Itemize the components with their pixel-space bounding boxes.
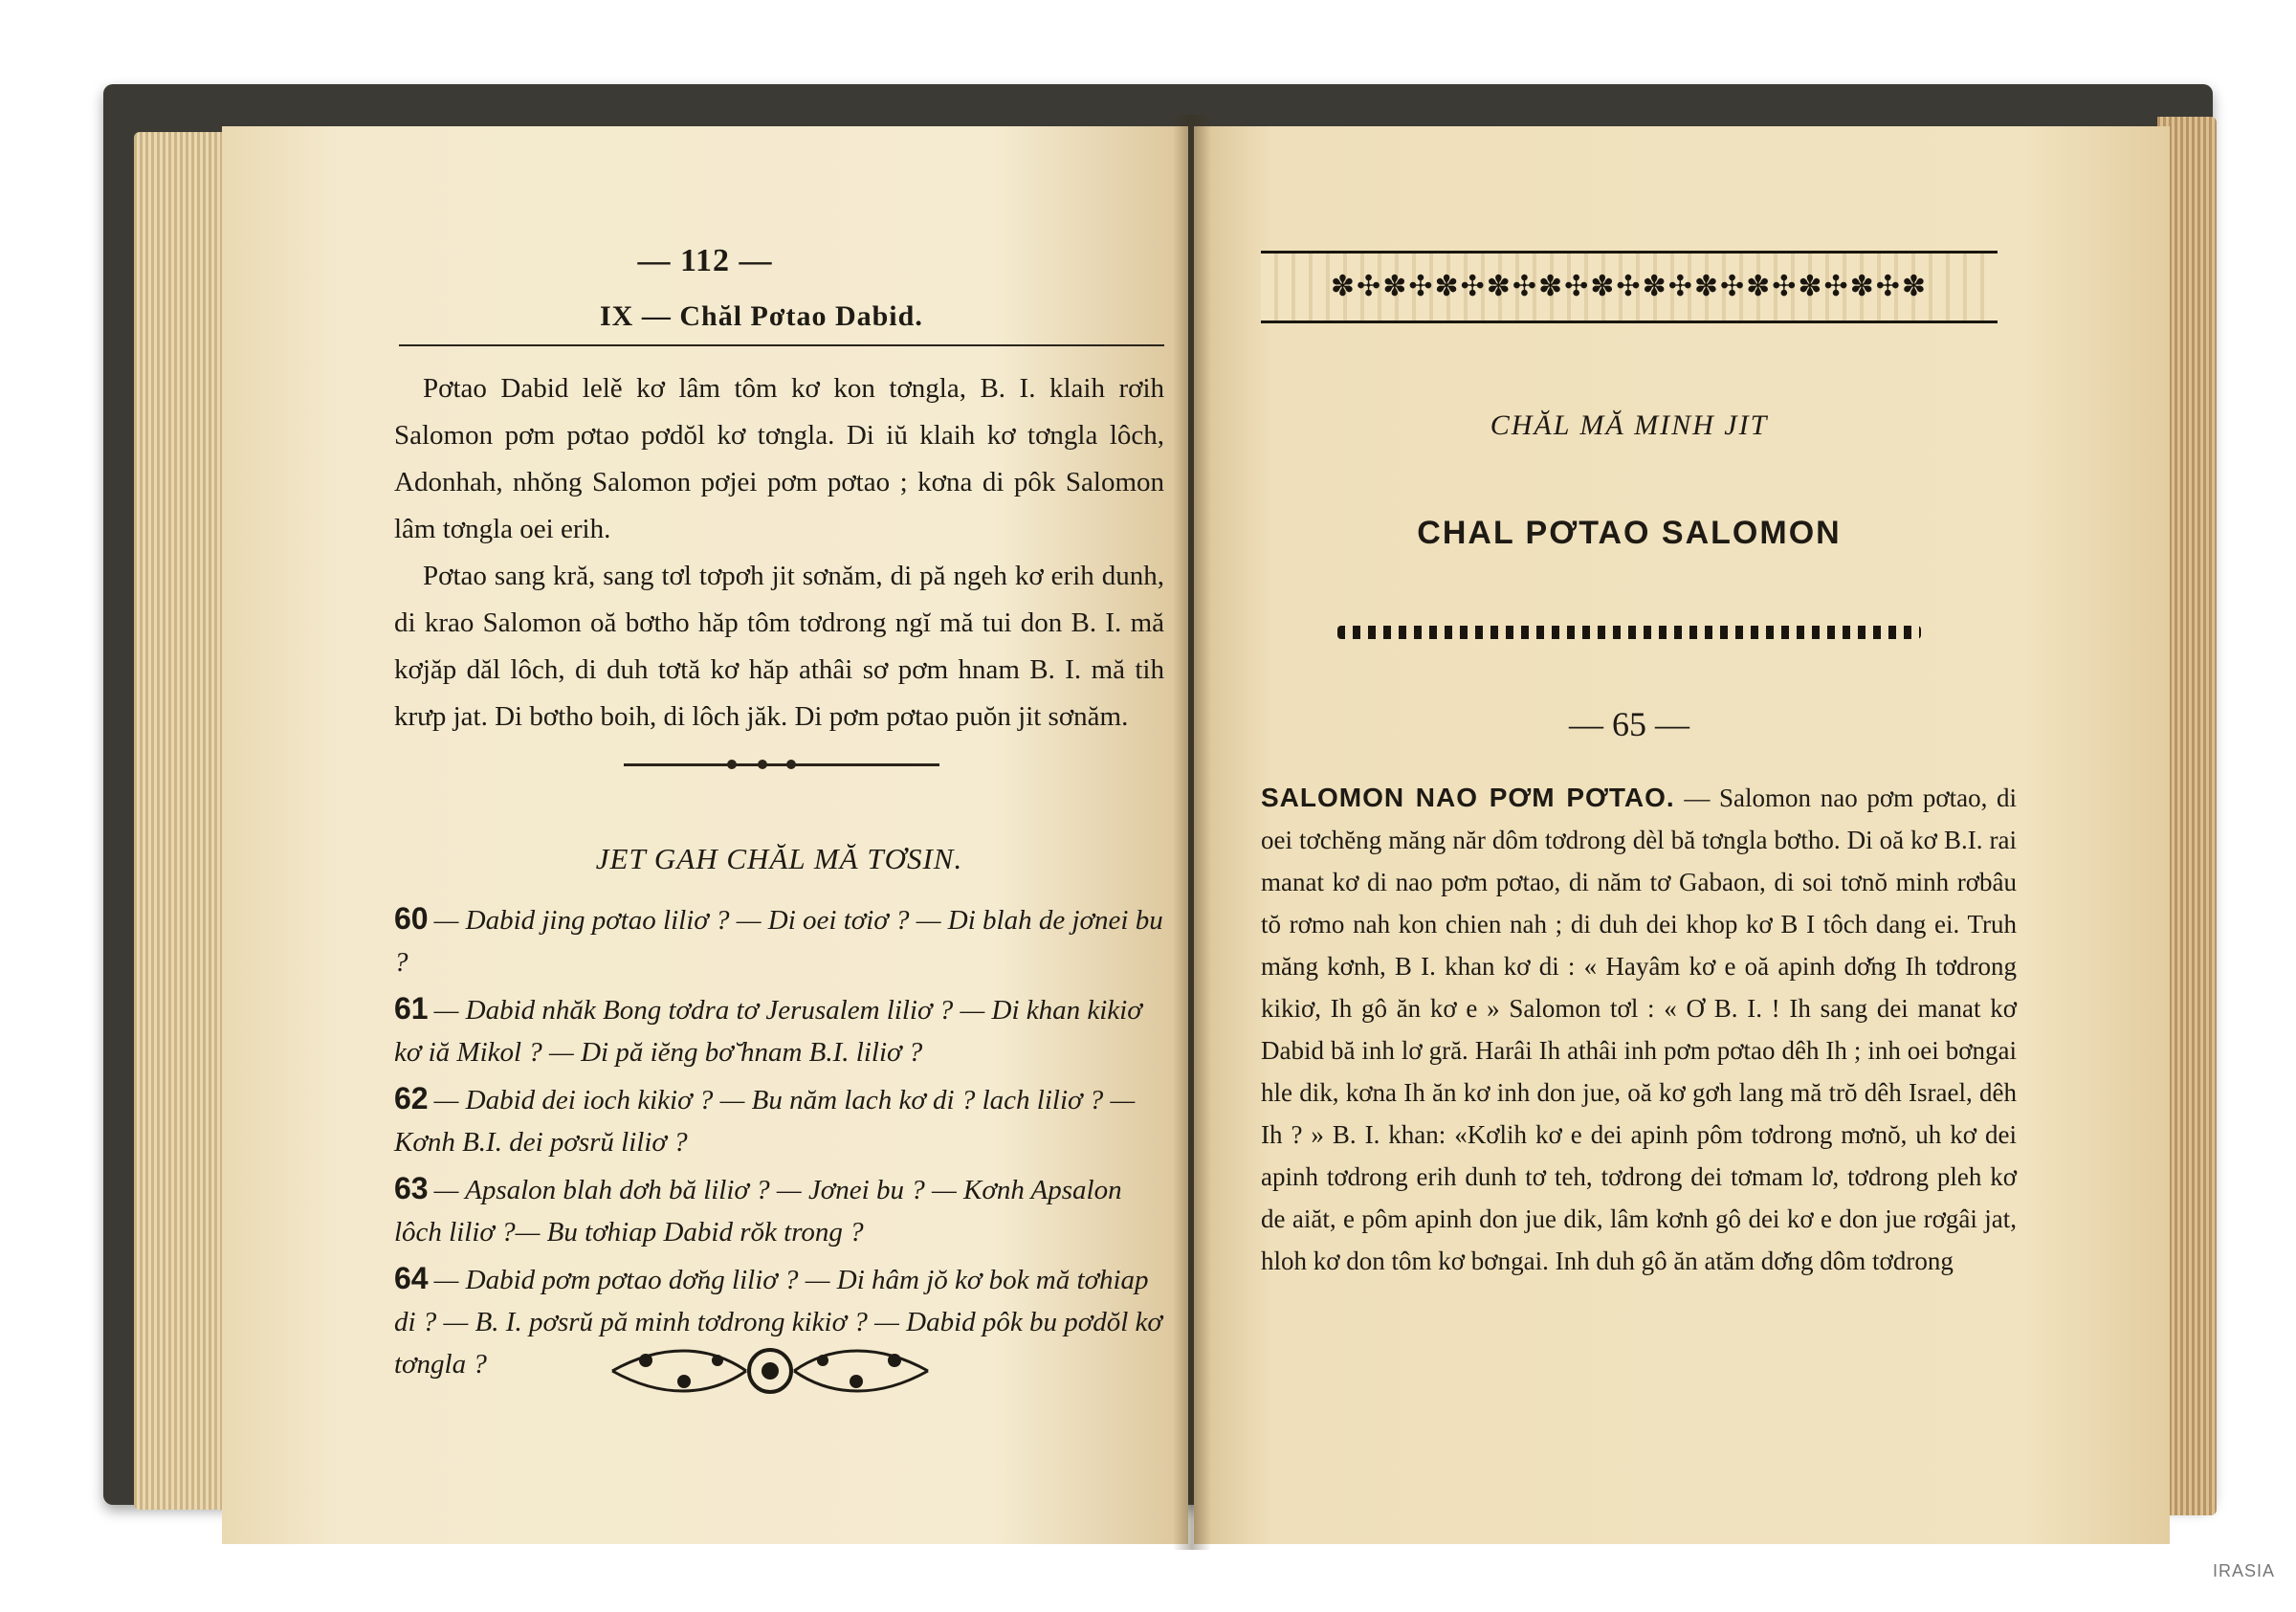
left-body-text — [394, 365, 1164, 740]
question-text: — Dabid nhăk Bong tơdra tơ Jerusalem liliơ ? — Di khan kikiơ kơ iă Mikol ? — Di pă iĕng bơ̆ hnam B.I. liliơ ? — [394, 995, 1142, 1068]
right-page — [1194, 126, 2170, 1544]
running-head: IX — Chăl Pơtao Dabid. — [600, 300, 923, 332]
chain-ornament — [1337, 626, 1921, 639]
section-title: JET GAH CHĂL MĂ TƠSIN. — [595, 842, 963, 875]
question-number: 60 — [394, 901, 429, 936]
question-number: 64 — [394, 1261, 429, 1295]
question-text: — Apsalon blah dơh bă liliơ ? — Jơnei bu ? — Kơnh Apsalon lôch liliơ ?— Bu tơhiap Dabid rŏk trong ? — [394, 1175, 1122, 1248]
question-number: 62 — [394, 1081, 429, 1115]
question-item — [394, 1167, 1164, 1253]
header-rule — [399, 344, 1164, 346]
book-gutter — [1173, 115, 1211, 1550]
question-item — [394, 897, 1164, 983]
left-page — [222, 126, 1188, 1544]
ornamental-header-band — [1261, 251, 1998, 323]
floral-tailpiece-ornament — [603, 1339, 938, 1402]
ornament-band-pattern: ✽✣✽✣✽✣✽✣✽✣✽✣✽✣✽✣✽✣✽✣✽✣✽ — [1330, 271, 1929, 302]
question-number: 63 — [394, 1171, 429, 1205]
right-body-text — [1261, 777, 2017, 1282]
chapter-title: CHAL PƠTAO SALOMON — [1417, 515, 1842, 551]
question-text: — Dabid jing pơtao liliơ ? — Di oei tơiơ ? — Di blah de jơnei bu ? — [394, 905, 1163, 978]
chapter-number: — 65 — — [1569, 705, 1689, 743]
paragraph-1: Pơtao Dabid lelě kơ lâm tôm kơ kon tơngla, B. I. klaih rơih Salomon pơm pơtao pơdŏl kơ tơngla. Di iŭ klaih kơ tơngla lôch, Adonhah, nhŏng Salomon pơjei pơm pơtao ; kơna di pôk Salomon lâm tơngla oei erih. — [394, 373, 1164, 544]
watermark: IRASIA — [2212, 1561, 2275, 1580]
page-number: — 112 — — [637, 243, 773, 278]
chapter-subtitle: CHĂL MĂ MINH JIT — [1490, 409, 1769, 441]
divider-dot — [786, 760, 796, 769]
paragraph-2: Pơtao sang kră, sang tơl tơpơh jit sơnăm, di pă ngeh kơ erih dunh, di krao Salomon oă bơtho hăp tôm tơdrong ngĭ mă tui don B. I. mă kơjăp dăl lôch, di duh tơtă kơ hăp athâi sơ pơm hnam B. I. mă tih krưp jat. Di bơtho boih, di lôch jăk. Di pơm pơtao puŏn jit sơnăm. — [394, 561, 1164, 732]
question-item — [394, 1077, 1164, 1163]
divider-dot — [727, 760, 737, 769]
question-item — [394, 987, 1164, 1073]
divider-ornament — [624, 763, 939, 766]
paragraph-text: — Salomon nao pơm pơtao, di oei tơchĕng măng năr dôm tơdrong dèl bă tơngla bơtho. Di oă kơ B.I. rai manat kơ di nao pơm pơtao, di năm tơ Gabaon, di soi tơnŏ minh rơbâu tŏ rơmo nah kon chien nah ; di duh dei khop kơ B I tôch dang ei. Truh măng kơnh, B I. khan kơ di : « Hayâm kơ e oă apinh dơ̆ng Ih tơdrong kikiơ, Ih gô ăn kơ e » Salomon tơl : « Ơ B. I. ! Ih sang dei manat kơ Dabid bă inh lơ gră. Harâi Ih athâi inh pơm pơtao dêh Ih ; inh oei bơngai hle dik, kơna Ih ăn kơ inh don jue, oă kơ gơh lang mă trŏ dêh Israel, dêh Ih ? » B. I. khan: «Kơlih kơ e dei apinh pôm tơdrong mơnŏ, uh kơ dei apinh tơdrong erih dunh tơ teh, tơdrong dei tơmam lơ, tơdrong pleh kơ de aiăt, e pôm apinh don jue dik, lâm kơnh gô dei kơ e don jue rơgâi jat, hloh kơ don tôm kơ bơngai. Inh duh gô ăn atăm dơ̆ng dôm tơdrong — [1261, 784, 2017, 1275]
question-list — [394, 897, 1164, 1389]
paragraph-lead: SALOMON NAO PƠM PƠTAO. — [1261, 783, 1675, 812]
question-text: — Dabid pơm pơtao dơ̆ng liliơ ? — Di hâm jŏ kơ bok mă tơhiap di ? — B. I. pơsrŭ pă minh tơdrong kikiơ ? — Dabid pôk bu pơdŏl kơ tơngla ? — [394, 1265, 1162, 1380]
question-text: — Dabid dei ioch kikiơ ? — Bu năm lach kơ di ? lach liliơ ? — Kơnh B.I. dei pơsrŭ liliơ ? — [394, 1085, 1136, 1158]
question-number: 61 — [394, 991, 429, 1026]
divider-dot — [758, 760, 767, 769]
